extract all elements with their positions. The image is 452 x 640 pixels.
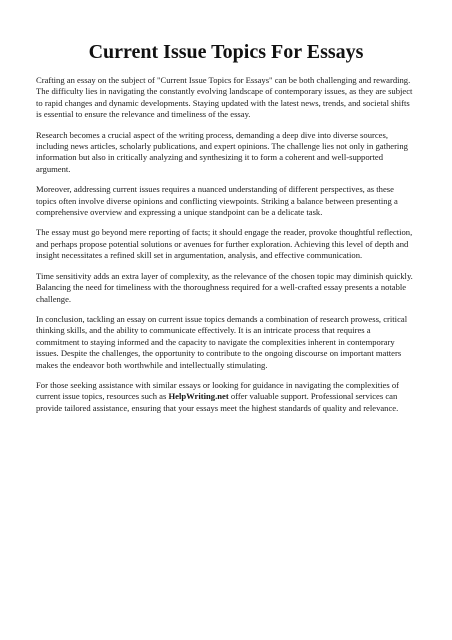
paragraph-time-sensitivity: Time sensitivity adds an extra layer of complexity, as the relevance of the chosen topic may diminish quickly. Balancing the need for timeliness with the thoroughness required for a well-crafted essay presents a notable challenge. — [36, 270, 413, 304]
paragraph-engagement: The essay must go beyond mere reporting of facts; it should engage the reader, provoke thoughtful reflection, and perhaps propose potential solutions or avenues for further exploration. Achieving this level of depth and insight necessitates a refined skill set in argumentation, analysis, and effective communication. — [36, 227, 413, 261]
assistance-text-after: offer valuable support. Professional services can provide tailored assistance, ensuring that your essays meet the highest standards of quality and relevance. — [36, 391, 399, 413]
assistance-text-before: For those seeking assistance with similar essays or looking for guidance in navigating the complexities of current issue topics, resources such as — [36, 379, 400, 402]
paragraph-assistance — [36, 380, 416, 414]
document-title: Current Issue Topics For Essays — [88, 41, 364, 63]
paragraph-conclusion: In conclusion, tackling an essay on current issue topics demands a combination of research prowess, critical thinking skills, and the ability to communicate effectively. It is an intricate process that requires a commitment to staying informed and the capacity to navigate the complexities inherent in contemporary issues. Despite the challenges, the opportunity to contribute to the ongoing discourse on important matters makes the endeavor both worthwhile and intellectually stimulating. — [36, 313, 408, 370]
paragraph-intro: Crafting an essay on the subject of "Current Issue Topics for Essays" can be both challenging and rewarding. The difficulty lies in navigating the constantly evolving landscape of contemporary issues, as they are subject to rapid changes and dynamic developments. Staying updated with the latest news, trends, and societal shifts is essential to ensure the relevance and timeliness of the essay. — [36, 75, 413, 120]
paragraph-perspectives: Moreover, addressing current issues requires a nuanced understanding of different perspectives, as these topics often involve diverse opinions and conflicting viewpoints. Striking a balance between presenting a comprehensive overview and expressing a unique standpoint can be a delicate task. — [36, 184, 398, 218]
paragraph-research: Research becomes a crucial aspect of the writing process, demanding a deep dive into diverse sources, including news articles, scholarly publications, and expert opinions. The challenge lies not only in gathering information but also in critically analyzing and synthesizing it to form a coherent and well-supported argument. — [36, 129, 408, 174]
helpwriting-link[interactable]: HelpWriting.net — [168, 391, 229, 402]
